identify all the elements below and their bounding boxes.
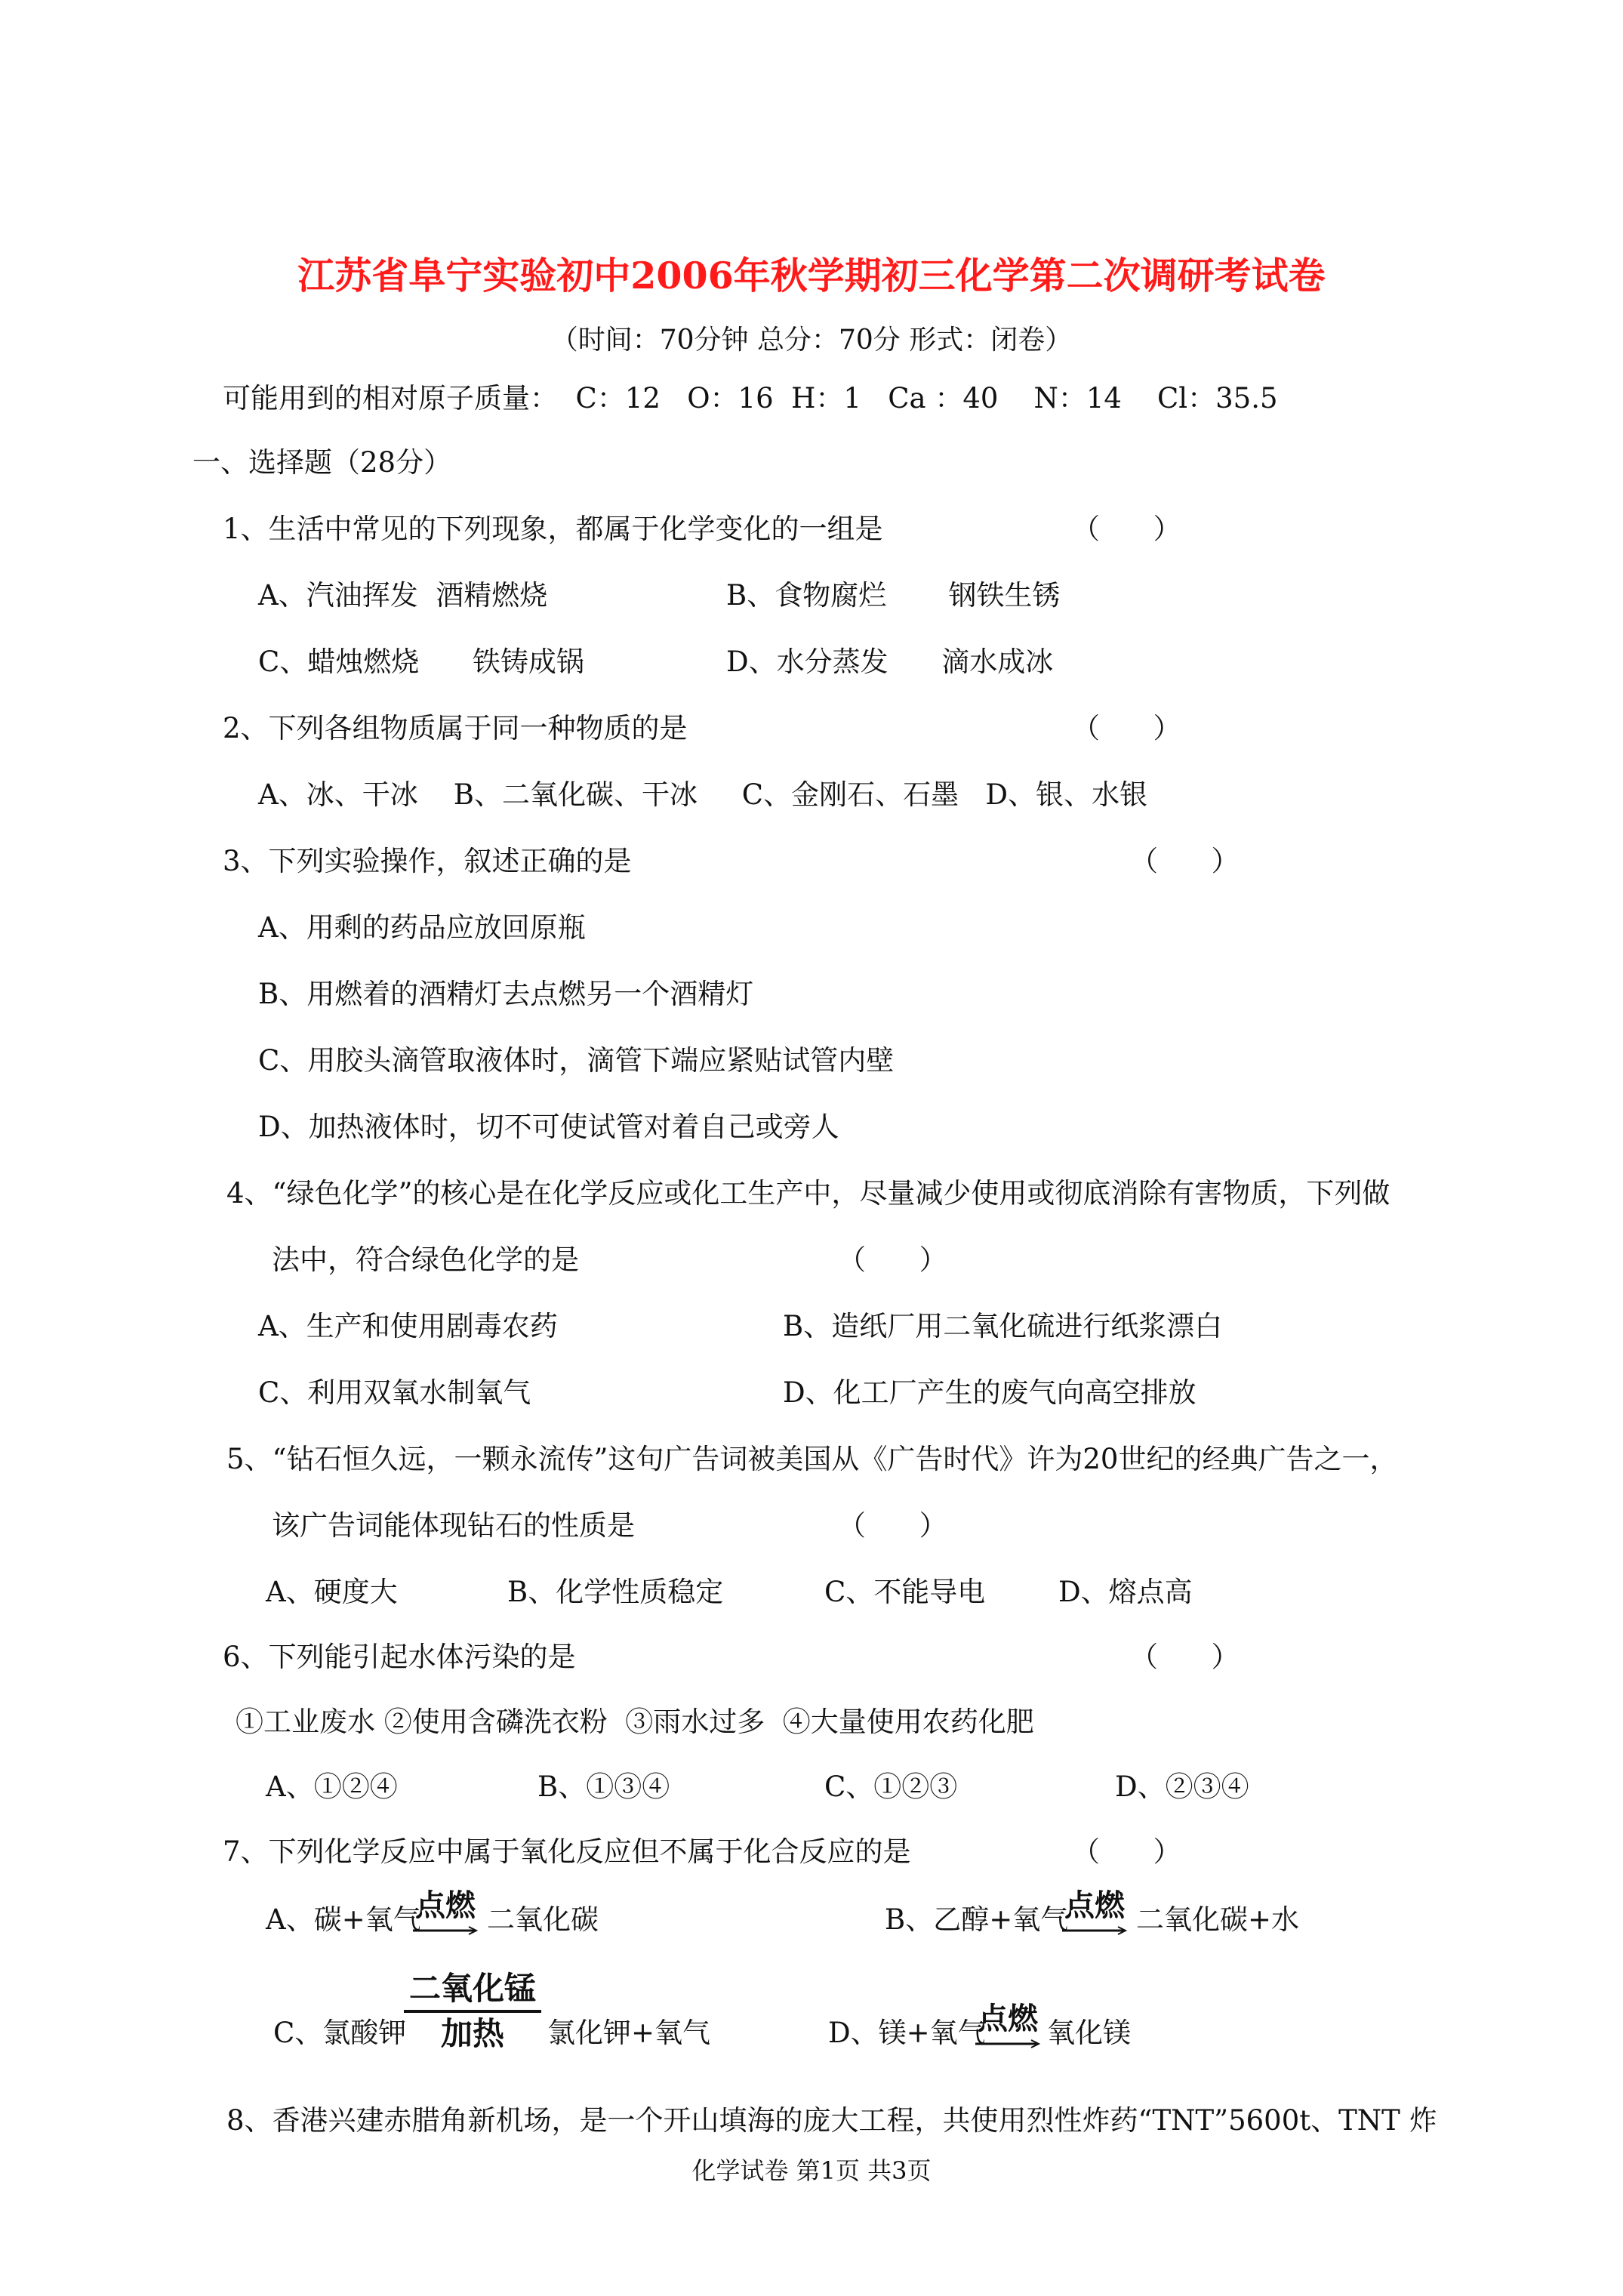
q6-stem: 6、下列能引起水体污染的是: [223, 1641, 576, 1673]
exam-title: 江苏省阜宁实验初中2006年秋学期初三化学第二次调研考试卷: [297, 254, 1326, 297]
q1-option-a: A、汽油挥发 酒精燃烧: [258, 579, 548, 612]
q3-option-b: B、用燃着的酒精灯去点燃另一个酒精灯: [258, 978, 754, 1010]
q5-option-c: C、不能导电: [824, 1576, 986, 1608]
q7-option-d-condition-text: 点燃: [978, 2001, 1038, 2036]
q7-option-b-products: 二氧化碳+水: [1136, 1903, 1300, 1936]
atomic-masses: 可能用到的相对原子质量： C：12 O：16 H：1 Ca ：40 N：14 Cl：35.5: [223, 382, 1278, 415]
q7-option-b-condition-text: 点燃: [1064, 1888, 1125, 1923]
q3-option-c: C、用胶头滴管取液体时，滴管下端应紧贴试管内壁: [258, 1044, 895, 1077]
q6-option-a: A、①②④: [266, 1771, 398, 1803]
q7-option-d-reactants: D、镁+氧气: [828, 2017, 986, 2049]
q2-options: A、冰、干冰 B、二氧化碳、干冰 C、金刚石、石墨 D、银、水银: [258, 778, 1148, 811]
q7-option-a-condition-text: 点燃: [415, 1888, 476, 1923]
q4-answer-blank: （ ）: [838, 1244, 947, 1276]
q6-option-b: B、①③④: [537, 1771, 670, 1803]
q3-answer-blank: （ ）: [1130, 845, 1240, 877]
q5-option-d: D、熔点高: [1058, 1576, 1193, 1608]
q2-answer-blank: （ ）: [1072, 712, 1181, 744]
q4-option-a: A、生产和使用剧毒农药: [258, 1310, 558, 1342]
q3-option-a: A、用剩的药品应放回原瓶: [258, 911, 586, 944]
q1-option-d: D、水分蒸发 滴水成冰: [726, 646, 1054, 678]
q1-stem: 1、生活中常见的下列现象，都属于化学变化的一组是: [223, 513, 883, 545]
q6-items: ①工业废水 ②使用含磷洗衣粉 ③雨水过多 ④大量使用农药化肥: [236, 1706, 1034, 1738]
q8-stem: 8、香港兴建赤腊角新机场，是一个开山填海的庞大工程，共使用烈性炸药“TNT”5600t、TNT 炸: [226, 2104, 1437, 2137]
q5-option-a: A、硬度大: [266, 1576, 398, 1608]
reaction-arrow-icon: [411, 1926, 479, 1935]
q7-option-d-condition: [974, 2001, 1042, 2051]
reaction-bar: [404, 2010, 541, 2013]
q7-option-c-catalyst: 二氧化锰: [408, 1970, 536, 2007]
q7-stem: 7、下列化学反应中属于氧化反应但不属于化合反应的是: [223, 1835, 911, 1868]
q3-stem: 3、下列实验操作，叙述正确的是: [223, 845, 632, 877]
q7-option-b-reactants: B、乙醇+氧气: [885, 1903, 1069, 1936]
q6-answer-blank: （ ）: [1130, 1641, 1240, 1673]
q2-stem: 2、下列各组物质属于同一种物质的是: [223, 712, 688, 744]
q7-answer-blank: （ ）: [1072, 1835, 1181, 1868]
q4-stem-line1: 4、“绿色化学”的核心是在化学反应或化工生产中，尽量减少使用或彻底消除有害物质，下列做: [226, 1177, 1390, 1210]
q3-option-d: D、加热液体时，切不可使试管对着自己或旁人: [258, 1111, 839, 1143]
q4-option-c: C、利用双氧水制氧气: [258, 1376, 531, 1409]
q7-option-c-products: 氯化钾+氧气: [547, 2017, 711, 2049]
q5-stem-line2: 该广告词能体现钻石的性质是: [272, 1509, 635, 1542]
page-footer: 化学试卷 第1页 共3页: [691, 2156, 932, 2185]
exam-subtitle: （时间：70分钟 总分：70分 形式：闭卷）: [550, 325, 1073, 356]
section-heading: 一、选择题（28分）: [192, 446, 452, 479]
q1-option-c: C、蜡烛燃烧 铁铸成锅: [258, 646, 584, 678]
q7-option-d-products: 氧化镁: [1047, 2017, 1131, 2049]
reaction-arrow-icon: [974, 2039, 1042, 2048]
q5-answer-blank: （ ）: [838, 1509, 947, 1542]
q7-option-b-condition: [1061, 1888, 1129, 1938]
q5-stem-line1: 5、“钻石恒久远，一颗永流传”这句广告词被美国从《广告时代》许为20世纪的经典广告之一，: [226, 1443, 1398, 1475]
q4-option-d: D、化工厂产生的废气向高空排放: [783, 1376, 1196, 1409]
q6-option-c: C、①②③: [824, 1771, 958, 1803]
q7-option-c-heat: 加热: [440, 2015, 504, 2052]
q7-option-a-condition: [411, 1888, 479, 1938]
q7-option-a-products: 二氧化碳: [487, 1903, 599, 1936]
q7-option-c-reactants: C、氯酸钾: [273, 2017, 407, 2049]
q7-option-a-reactants: A、碳+氧气: [266, 1903, 421, 1936]
q4-stem-line2: 法中，符合绿色化学的是: [272, 1244, 579, 1276]
q7-option-c-condition: [404, 1969, 541, 2054]
reaction-arrow-icon: [1061, 1926, 1129, 1935]
q1-option-b: B、食物腐烂 钢铁生锈: [726, 579, 1061, 612]
q1-answer-blank: （ ）: [1072, 513, 1181, 545]
q6-option-d: D、②③④: [1115, 1771, 1249, 1803]
q4-option-b: B、造纸厂用二氧化硫进行纸浆漂白: [783, 1310, 1223, 1342]
q5-option-b: B、化学性质稳定: [507, 1576, 724, 1608]
